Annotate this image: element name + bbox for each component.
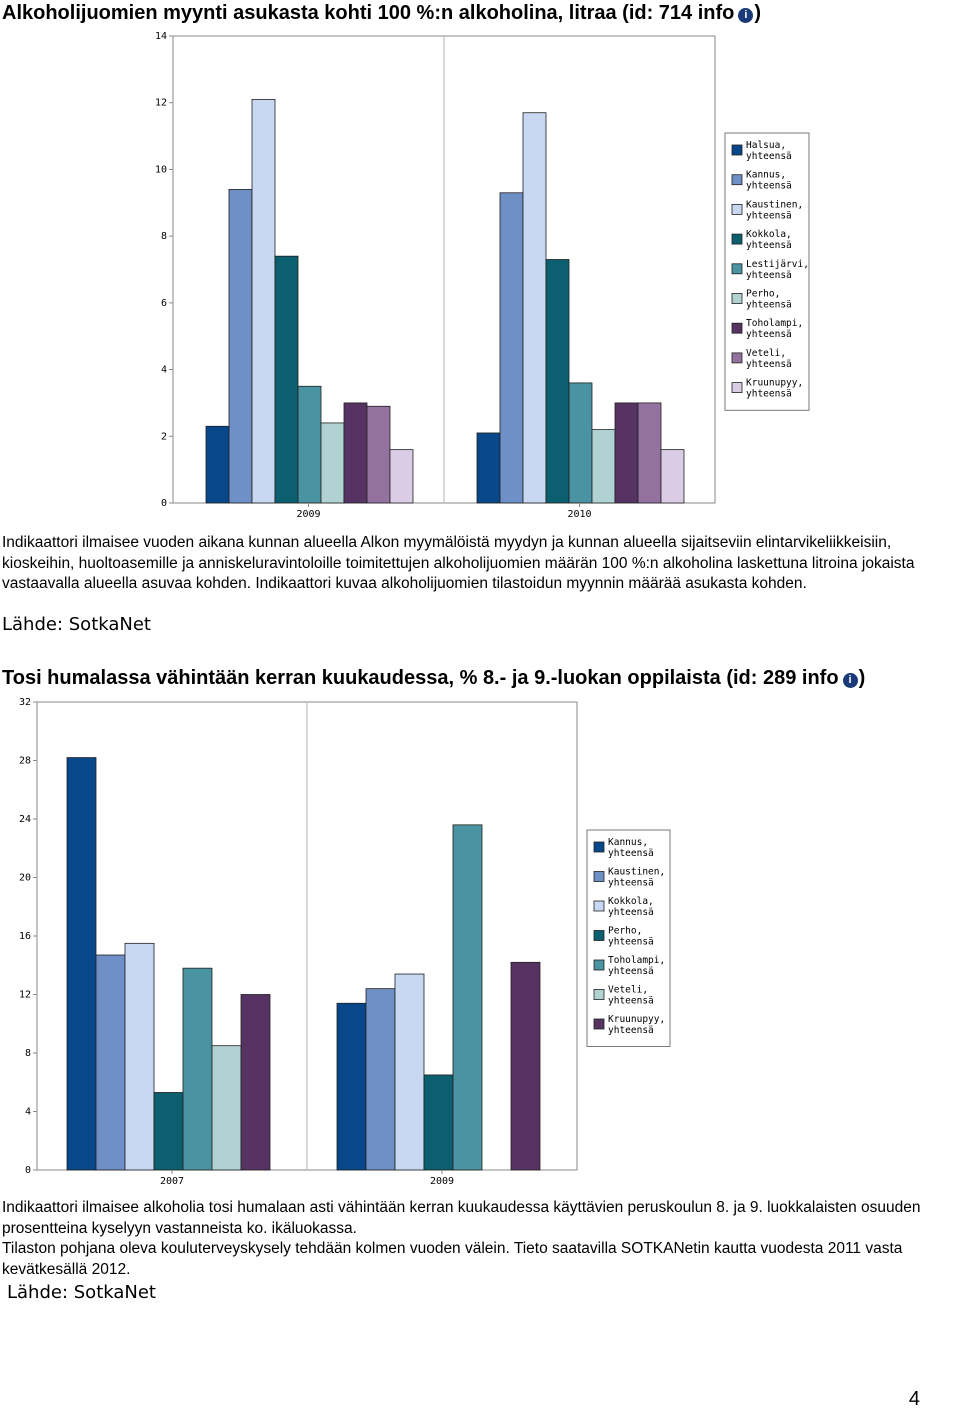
y-tick-label: 4 bbox=[24, 1106, 31, 1118]
legend-label: Kannus, bbox=[608, 837, 649, 848]
legend-label-line2: yhteensä bbox=[746, 358, 792, 370]
legend-label: Kruunupyy, bbox=[608, 1014, 666, 1025]
legend-label: Toholampi, bbox=[608, 955, 666, 966]
bar bbox=[252, 99, 275, 503]
y-tick-label: 12 bbox=[154, 97, 167, 109]
bar bbox=[424, 1075, 453, 1170]
legend-label-line2: yhteensä bbox=[608, 877, 654, 889]
x-tick-label: 2009 bbox=[429, 1176, 455, 1187]
legend-swatch bbox=[732, 234, 742, 244]
chart2-heading bbox=[2, 666, 865, 690]
alcohol-sales-chart bbox=[0, 25, 960, 525]
legend-label: Kokkola, bbox=[746, 229, 792, 241]
bar bbox=[337, 1003, 366, 1170]
y-tick-label: 8 bbox=[160, 231, 167, 243]
chart2-title: Tosi humalassa vähintään kerran kuukaudessa, % 8.- ja 9.-luokan oppilaista (id: 289 info bbox=[2, 667, 839, 689]
info-icon[interactable]: i bbox=[738, 8, 753, 23]
chart1-heading bbox=[2, 1, 761, 25]
legend-label-line2: yhteensä bbox=[608, 1025, 654, 1036]
legend-swatch bbox=[594, 990, 604, 1000]
legend-swatch bbox=[594, 901, 604, 911]
title-close-paren: ) bbox=[754, 2, 762, 24]
legend-label-line2: yhteensä bbox=[608, 936, 654, 948]
binge-drinking-chart bbox=[0, 692, 960, 1192]
legend-label-line2: yhteensä bbox=[608, 848, 654, 859]
legend-swatch bbox=[594, 1019, 604, 1029]
bar bbox=[367, 406, 390, 503]
legend-label-line2: yhteensä bbox=[746, 210, 792, 222]
legend-swatch bbox=[594, 842, 604, 852]
bar bbox=[366, 989, 395, 1170]
legend-label-line2: yhteensä bbox=[746, 329, 792, 341]
bar bbox=[125, 943, 154, 1170]
legend-swatch bbox=[732, 294, 742, 304]
legend-label: Kannus, bbox=[746, 169, 787, 181]
bar bbox=[212, 1046, 241, 1170]
bar bbox=[500, 193, 523, 503]
x-tick-label: 2009 bbox=[296, 509, 321, 520]
legend-label-line2: yhteensä bbox=[746, 180, 792, 192]
legend-swatch bbox=[594, 931, 604, 941]
legend-label: Kokkola, bbox=[608, 896, 654, 907]
legend-label: Veteli, bbox=[746, 347, 787, 359]
legend-swatch bbox=[732, 145, 742, 155]
legend-swatch bbox=[732, 264, 742, 274]
y-tick-label: 6 bbox=[160, 297, 167, 309]
bar bbox=[511, 962, 540, 1170]
chart2-description: Indikaattori ilmaisee alkoholia tosi humalaan asti vähintään kerran kuukaudessa käyttävien peruskoulun 8. ja 9. luokkalaisten osuuden prosentteina kyselyyn vastanneista ko. ikäluokassa. bbox=[2, 1199, 921, 1237]
bar bbox=[546, 259, 569, 503]
y-tick-label: 12 bbox=[18, 989, 31, 1001]
bar bbox=[569, 383, 592, 503]
y-tick-label: 24 bbox=[18, 814, 31, 825]
bar bbox=[241, 995, 270, 1171]
bar bbox=[523, 113, 546, 503]
bar bbox=[395, 974, 424, 1170]
bar bbox=[206, 426, 229, 503]
y-tick-label: 2 bbox=[160, 431, 167, 443]
x-tick-label: 2007 bbox=[159, 1176, 185, 1187]
y-tick-label: 8 bbox=[24, 1048, 31, 1059]
legend-swatch bbox=[732, 383, 742, 393]
y-tick-label: 14 bbox=[154, 31, 167, 42]
legend-label: Lestijärvi, bbox=[746, 258, 809, 270]
title-close-paren: ) bbox=[858, 667, 866, 689]
bar bbox=[344, 403, 367, 503]
y-tick-label: 16 bbox=[18, 931, 31, 942]
y-tick-label: 0 bbox=[24, 1165, 31, 1176]
bar bbox=[638, 403, 661, 503]
legend-label-line2: yhteensä bbox=[608, 995, 654, 1007]
info-icon[interactable]: i bbox=[843, 673, 858, 688]
legend-label: Perho, bbox=[608, 925, 643, 937]
bar bbox=[390, 450, 413, 503]
chart2-description-extra: Tilaston pohjana oleva kouluterveyskysely tehdään kolmen vuoden välein. Tieto saatavilla SOTKANetin kautta vuodesta 2011 vasta kevätkesällä 2012. bbox=[2, 1240, 903, 1278]
bar bbox=[154, 1092, 183, 1170]
bar bbox=[183, 968, 212, 1170]
y-tick-label: 4 bbox=[160, 364, 167, 376]
legend-swatch bbox=[732, 204, 742, 214]
y-tick-label: 28 bbox=[18, 755, 31, 767]
bar bbox=[321, 423, 344, 503]
legend-swatch bbox=[732, 353, 742, 363]
y-tick-label: 10 bbox=[154, 164, 167, 176]
bar bbox=[453, 825, 482, 1170]
legend-label: Kaustinen, bbox=[746, 199, 804, 211]
bar bbox=[592, 430, 615, 503]
chart1-title: Alkoholijuomien myynti asukasta kohti 100 %:n alkoholina, litraa (id: 714 info bbox=[2, 2, 735, 24]
bar bbox=[477, 433, 500, 503]
legend-label-line2: yhteensä bbox=[608, 966, 654, 977]
chart2-source: Lähde: SotkaNet bbox=[7, 1282, 156, 1303]
legend-label: Kaustinen, bbox=[608, 866, 666, 878]
y-tick-label: 20 bbox=[18, 872, 31, 884]
legend-swatch bbox=[594, 960, 604, 970]
legend-label: Perho, bbox=[746, 288, 781, 300]
x-tick-label: 2010 bbox=[567, 509, 592, 520]
chart1-description: Indikaattori ilmaisee vuoden aikana kunnan alueella Alkon myymälöistä myydyn ja kunnan alueella sijaitseviin elintarvikeliikkeisiin, kioskeihin, huoltoasemille ja anniskeluravintoloille toimitettujen alkoholijuomien määrän 100 %:n alkoholina laskettuna litroina jokaista vastaavalla alueella asuvaa kohden. Indikaattori kuvaa alkoholijuomien tilastoidun myynnin määrää asukasta kohden. bbox=[2, 534, 915, 592]
legend-label: Kruunupyy, bbox=[746, 377, 804, 389]
bar bbox=[96, 955, 125, 1170]
legend-swatch bbox=[732, 175, 742, 185]
chart1-source: Lähde: SotkaNet bbox=[2, 614, 151, 635]
bar bbox=[298, 386, 321, 503]
legend-label: Veteli, bbox=[608, 984, 649, 996]
legend-swatch bbox=[594, 872, 604, 882]
legend-label-line2: yhteensä bbox=[746, 151, 792, 162]
legend-label-line2: yhteensä bbox=[746, 299, 792, 311]
legend-label: Toholampi, bbox=[746, 318, 804, 330]
legend-label-line2: yhteensä bbox=[746, 269, 792, 281]
y-tick-label: 32 bbox=[18, 697, 31, 708]
bar bbox=[615, 403, 638, 503]
legend-label-line2: yhteensä bbox=[746, 388, 792, 400]
y-tick-label: 0 bbox=[160, 498, 167, 509]
legend-label: Halsua, bbox=[746, 140, 787, 151]
legend-swatch bbox=[732, 323, 742, 333]
legend-label-line2: yhteensä bbox=[746, 240, 792, 252]
bar bbox=[661, 450, 684, 503]
bar bbox=[67, 758, 96, 1170]
legend-label-line2: yhteensä bbox=[608, 907, 654, 918]
bar bbox=[229, 189, 252, 503]
page-number: 4 bbox=[908, 1388, 920, 1410]
bar bbox=[275, 256, 298, 503]
